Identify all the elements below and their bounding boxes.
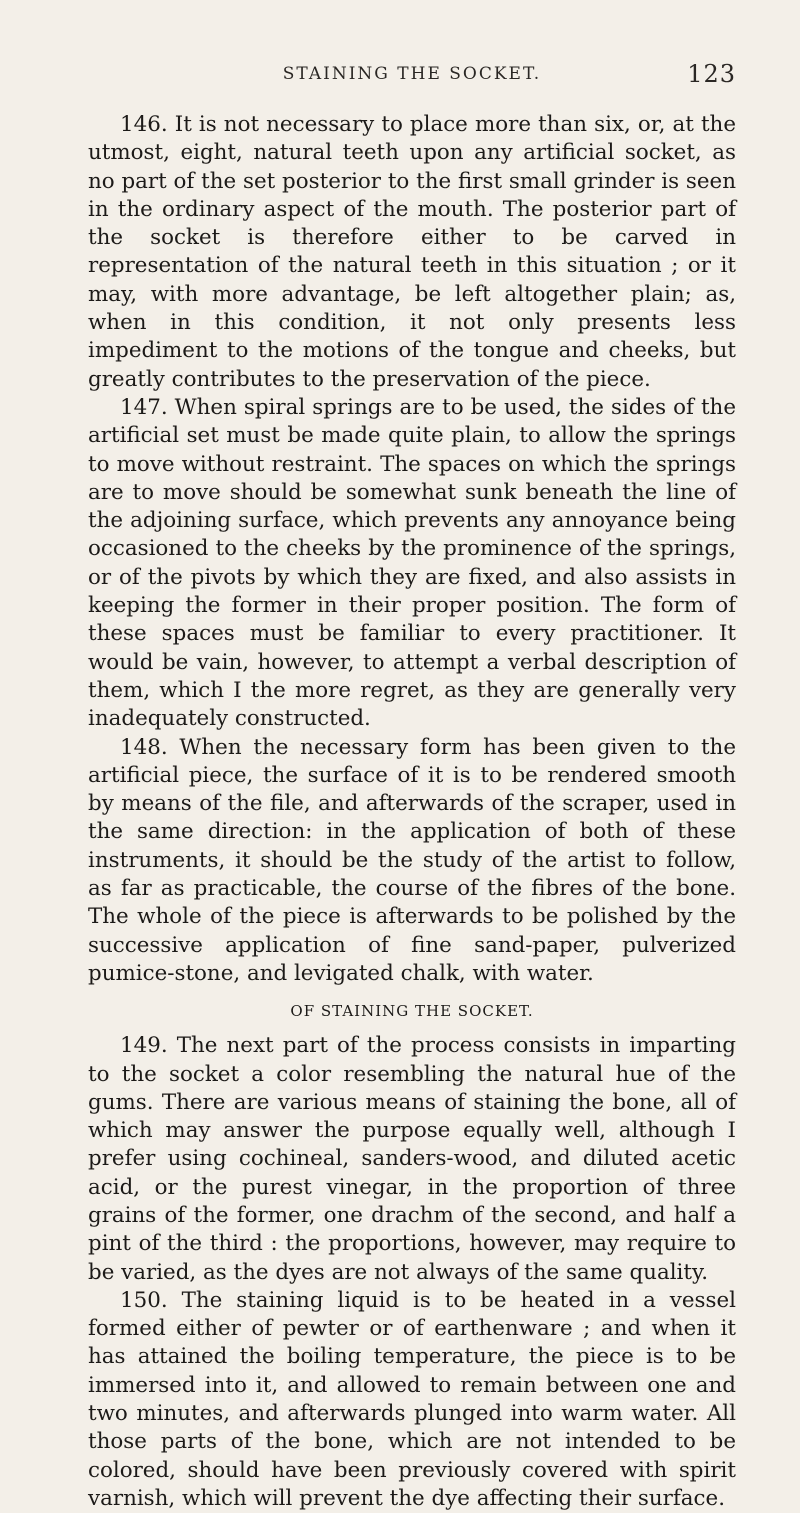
section-heading: OF STAINING THE SOCKET. bbox=[290, 1002, 534, 1021]
body-text bbox=[88, 111, 736, 1513]
paragraph-text: The staining liquid is to be heated in a vessel formed either of pewter or of earthenware ; and when it has attained the boiling temperature, the piece is to be immersed into it, and allowed to remain between one and two minutes, and afterwards plunged into warm water. All those parts of the bone, which are not intended to be colored, should have been previously covered with spirit varnish, which will prevent the dye affecting their surface. bbox=[88, 1287, 736, 1511]
paragraph-number: 149. bbox=[120, 1033, 168, 1059]
paragraph-number: 147. bbox=[120, 394, 168, 420]
book-page bbox=[88, 62, 736, 1513]
paragraph-number: 150. bbox=[120, 1287, 168, 1313]
paragraph-150 bbox=[88, 1287, 736, 1513]
paragraph-text: When spiral springs are to be used, the sides of the artificial set must be made quite plain, to allow the springs to move without restraint. The spaces on which the springs are to move should be somewhat sunk beneath the line of the adjoining surface, which prevents any annoyance being occasioned to the cheeks by the prominence of the springs, or of the pivots by which they are fixed, and also assists in keeping the former in their proper position. The form of these spaces must be familiar to every practitioner. It would be vain, however, to attempt a verbal description of them, which I the more regret, as they are generally very inadequately constructed. bbox=[88, 394, 736, 732]
paragraph-number: 148. bbox=[120, 734, 168, 760]
paragraph-146 bbox=[88, 111, 736, 394]
paragraph-text: The next part of the process consists in imparting to the socket a color resembling the natural hue of the gums. There are various means of staining the bone, all of which may answer the purpose equally well, although I prefer using cochineal, sanders-wood, and diluted acetic acid, or the purest vinegar, in the proportion of three grains of the former, one drachm of the second, and half a pint of the third : the proportions, however, may require to be varied, as the dyes are not always of the same quality. bbox=[88, 1033, 736, 1285]
paragraph-147 bbox=[88, 394, 736, 734]
page-number: 123 bbox=[687, 60, 736, 88]
paragraph-text: It is not necessary to place more than six, or, at the utmost, eight, natural teeth upon any artificial socket, as no part of the set posterior to the first small grinder is seen in the ordinary aspect of the mouth. The posterior part of the socket is therefore either to be carved in representation of the natural teeth in this situation ; or it may, with more advantage, be left altogether plain; as, when in this condition, it not only presents less impediment to the motions of the tongue and cheeks, but greatly contributes to the preservation of the piece. bbox=[88, 112, 736, 392]
paragraph-text: When the necessary form has been given to the artificial piece, the surface of it is to be rendered smooth by means of the file, and afterwards of the scraper, used in the same direction: in the application of both of these instruments, it should be the study of the artist to follow, as far as practicable, the course of the fibres of the bone. The whole of the piece is afterwards to be polished by the successive application of fine sand-paper, pulverized pumice-stone, and levigated chalk, with water. bbox=[88, 734, 736, 986]
paragraph-149 bbox=[88, 1032, 736, 1287]
paragraph-148 bbox=[88, 734, 736, 989]
paragraph-number: 146. bbox=[120, 112, 168, 137]
running-head bbox=[88, 62, 736, 96]
running-title: STAINING THE SOCKET. bbox=[282, 64, 542, 84]
